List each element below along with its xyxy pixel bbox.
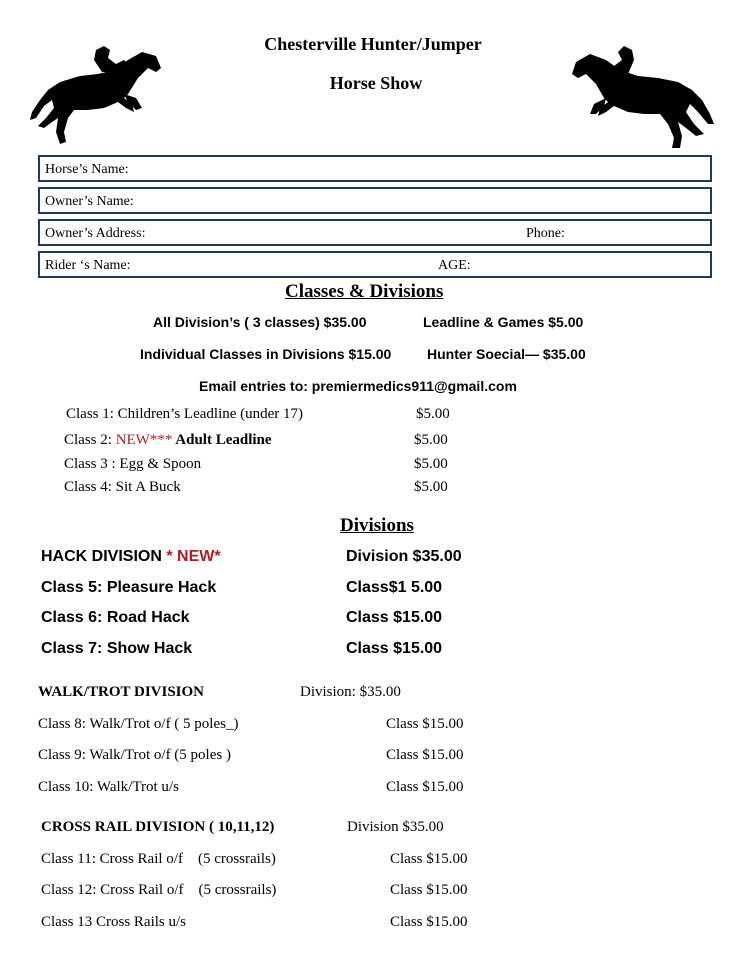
- class-12-name: Class 12: Cross Rail o/f (5 crossrails): [41, 882, 277, 898]
- owner-name-field[interactable]: [38, 187, 712, 214]
- classes-divisions-heading: Classes & Divisions: [285, 281, 444, 302]
- class-7-name: Class 7: Show Hack: [41, 640, 193, 657]
- email-entries: Email entries to: premiermedics911@gmail.com: [199, 378, 517, 394]
- class-8-name: Class 8: Walk/Trot o/f ( 5 poles_): [38, 716, 239, 732]
- class-2-price: $5.00: [414, 432, 448, 448]
- class-2-prefix: Class 2:: [64, 432, 116, 448]
- hack-division-price: Division $35.00: [346, 548, 462, 565]
- hack-new-badge: * NEW*: [161, 548, 221, 565]
- hack-division-title: [41, 548, 221, 566]
- class-5-name: Class 5: Pleasure Hack: [41, 579, 217, 596]
- class-3-name: Class 3 : Egg & Spoon: [64, 456, 202, 472]
- class-3-price: $5.00: [414, 456, 448, 472]
- class-12-price: Class $15.00: [390, 882, 468, 898]
- class-13-name: Class 13 Cross Rails u/s: [41, 914, 187, 930]
- leadline-games-price: Leadline & Games $5.00: [423, 314, 584, 330]
- horse-name-label: Horse’s Name:: [45, 162, 129, 177]
- hunter-social-price: Hunter Soecial— $35.00: [427, 346, 586, 362]
- horse-name-field[interactable]: [38, 155, 712, 182]
- rider-name-field[interactable]: [38, 251, 712, 278]
- cross-rail-division-price: Division $35.00: [347, 819, 444, 835]
- class-8-price: Class $15.00: [386, 716, 464, 732]
- owner-address-field[interactable]: [38, 219, 712, 246]
- walk-trot-division-price: Division: $35.00: [300, 684, 401, 700]
- show-title-line1: Chesterville Hunter/Jumper: [264, 34, 482, 54]
- class-5-price: Class$1 5.00: [346, 579, 443, 596]
- cross-rail-division-title: CROSS RAIL DIVISION ( 10,11,12): [41, 819, 275, 835]
- show-title-line2: Horse Show: [329, 73, 423, 93]
- class-10-price: Class $15.00: [386, 779, 464, 795]
- class-4-name: Class 4: Sit A Buck: [64, 479, 181, 495]
- class-4-price: $5.00: [414, 479, 448, 495]
- rider-name-label: Rider ‘s Name:: [45, 258, 131, 273]
- class-13-price: Class $15.00: [390, 914, 468, 930]
- horse-jumper-right-icon: [568, 40, 716, 152]
- class-9-price: Class $15.00: [386, 747, 464, 763]
- owner-name-label: Owner’s Name:: [45, 194, 134, 209]
- class-1-name: Class 1: Children’s Leadline (under 17): [66, 406, 304, 422]
- all-divisions-price: All Division’s ( 3 classes) $35.00: [153, 314, 367, 330]
- class-6-price: Class $15.00: [346, 609, 443, 626]
- class-2-title: Adult Leadline: [172, 432, 272, 448]
- class-2-new-badge: NEW***: [115, 432, 173, 448]
- class-1-price: $5.00: [416, 406, 450, 422]
- owner-address-label: Owner’s Address:: [45, 226, 146, 241]
- class-11-name: Class 11: Cross Rail o/f (5 crossrails): [41, 851, 276, 867]
- class-9-name: Class 9: Walk/Trot o/f (5 poles ): [38, 747, 231, 763]
- class-11-price: Class $15.00: [390, 851, 468, 867]
- hack-division-label: HACK DIVISION: [41, 548, 162, 565]
- walk-trot-division-title: WALK/TROT DIVISION: [38, 684, 205, 700]
- individual-classes-price: Individual Classes in Divisions $15.00: [140, 346, 392, 362]
- class-6-name: Class 6: Road Hack: [41, 609, 190, 626]
- class-7-price: Class $15.00: [346, 640, 443, 657]
- age-label: AGE:: [438, 258, 471, 273]
- class-10-name: Class 10: Walk/Trot u/s: [38, 779, 179, 795]
- divisions-heading: Divisions: [340, 515, 414, 536]
- phone-label: Phone:: [526, 226, 565, 241]
- class-2-name: [64, 432, 272, 449]
